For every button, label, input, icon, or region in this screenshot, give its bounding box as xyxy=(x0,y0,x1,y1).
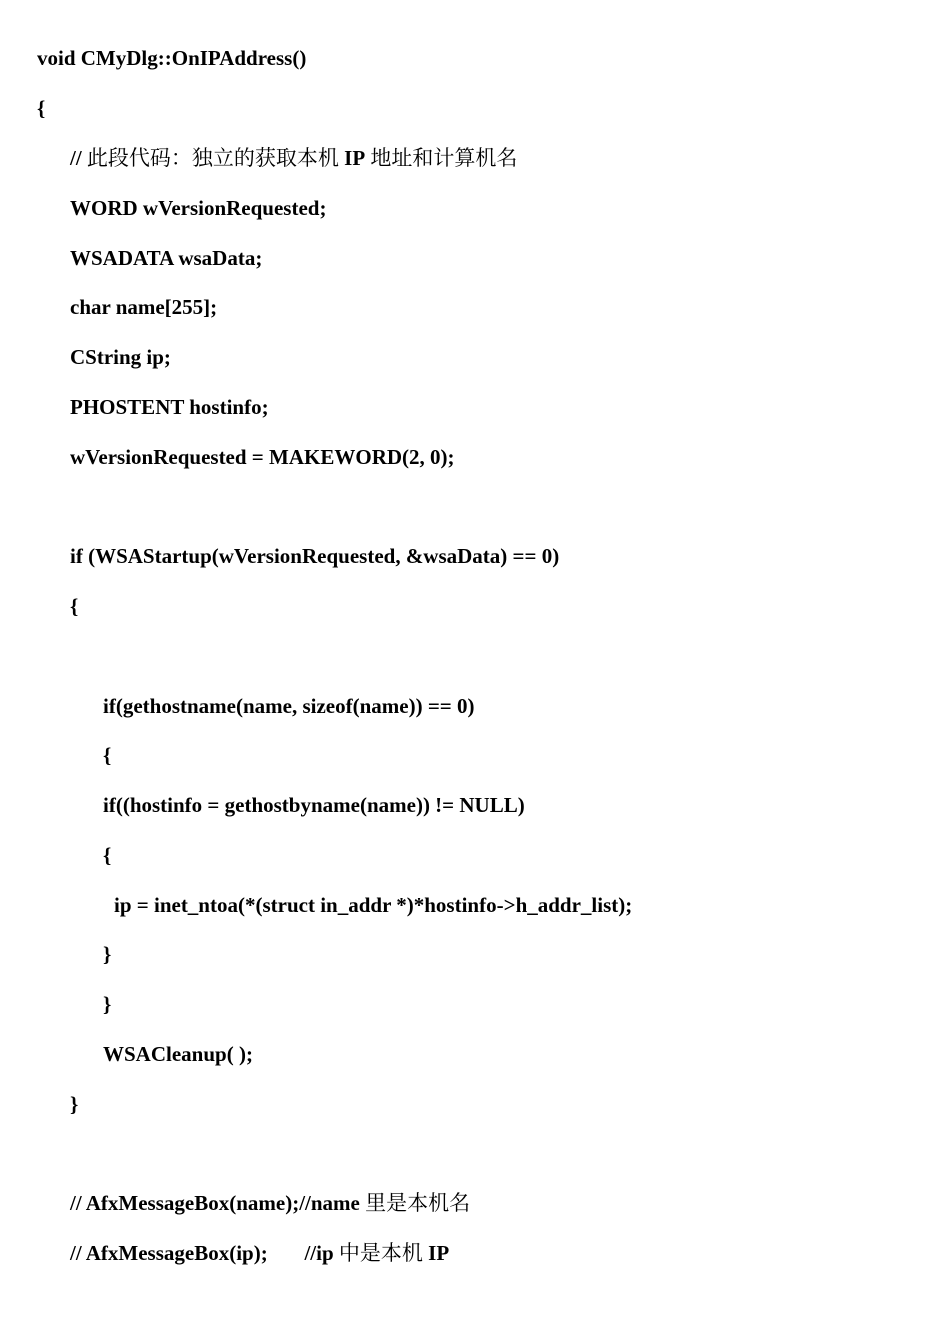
code-text: } xyxy=(103,992,112,1016)
code-line xyxy=(103,842,111,868)
code-line xyxy=(70,394,269,420)
code-text: { xyxy=(70,594,79,618)
comment-text: 中是本机 xyxy=(338,1241,429,1265)
code-line xyxy=(114,892,632,918)
code-line xyxy=(70,593,78,619)
code-line xyxy=(103,792,525,818)
code-line xyxy=(70,245,262,271)
code-text: // AfxMessageBox(name);//name xyxy=(70,1191,366,1215)
code-text: { xyxy=(37,96,46,120)
comment-text: 里是本机名 xyxy=(365,1191,471,1215)
code-text: void CMyDlg::OnIPAddress() xyxy=(37,46,307,70)
code-line xyxy=(103,693,475,719)
code-text: { xyxy=(103,743,112,767)
code-text: // AfxMessageBox(ip); //ip xyxy=(70,1241,339,1265)
code-line xyxy=(70,444,455,470)
code-text: ip = inet_ntoa(*(struct in_addr *)*hostinfo->h_addr_list); xyxy=(114,893,633,917)
code-text: if (WSAStartup(wVersionRequested, &wsaData) == 0) xyxy=(70,544,560,568)
code-text: CString ip; xyxy=(70,345,171,369)
code-text: WSACleanup( ); xyxy=(103,1042,253,1066)
code-text: } xyxy=(70,1092,79,1116)
code-text: char name[255]; xyxy=(70,295,218,319)
comment-text: 此段代码：独立的获取本机 xyxy=(86,146,345,170)
code-line xyxy=(70,195,326,221)
code-line xyxy=(103,941,111,967)
code-text: { xyxy=(103,843,112,867)
code-line xyxy=(37,45,306,71)
code-comment-line xyxy=(70,1190,470,1216)
code-line xyxy=(70,543,559,569)
code-text: PHOSTENT hostinfo; xyxy=(70,395,269,419)
code-text: } xyxy=(103,942,112,966)
code-text: IP xyxy=(428,1241,450,1265)
code-text: IP xyxy=(344,146,366,170)
code-comment-line xyxy=(70,145,517,171)
code-text: if(gethostname(name, sizeof(name)) == 0) xyxy=(103,694,475,718)
code-comment-line xyxy=(70,1240,449,1266)
code-line xyxy=(103,991,111,1017)
code-line xyxy=(103,1041,253,1067)
code-text: wVersionRequested = MAKEWORD(2, 0); xyxy=(70,445,455,469)
code-line xyxy=(37,95,45,121)
code-text: WSADATA wsaData; xyxy=(70,246,263,270)
code-text: WORD wVersionRequested; xyxy=(70,196,327,220)
comment-text: 地址和计算机名 xyxy=(365,146,518,170)
code-line xyxy=(70,1091,78,1117)
code-line xyxy=(70,344,171,370)
code-text: // xyxy=(70,146,87,170)
code-line xyxy=(103,742,111,768)
code-text: if((hostinfo = gethostbyname(name)) != NULL) xyxy=(103,793,525,817)
code-line xyxy=(70,294,217,320)
